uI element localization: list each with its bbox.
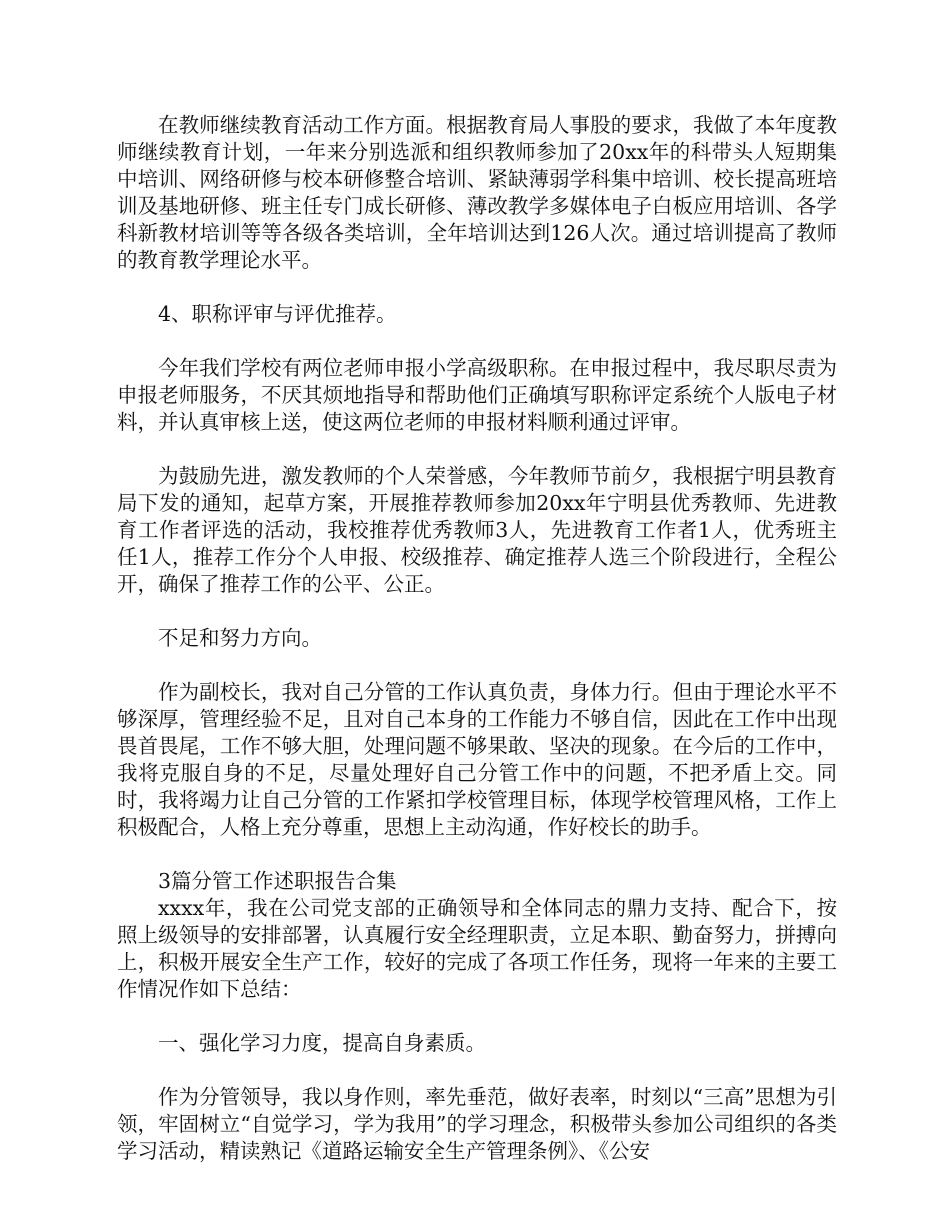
heading-report-collection: 3篇分管工作述职报告合集 [158, 869, 397, 893]
paragraph-annual-summary: xxxx年，我在公司党支部的正确领导和全体同志的鼎力支持、配合下，按照上级领导的安排部署，认真履行安全经理职责，立足本职、勤奋努力，拼搏向上，积极开展安全生产工作，较好的完成了各项工作任务，现将一年来的主要工作情况作如下总结： [117, 896, 837, 1001]
heading-shortcomings: 不足和努力方向。 [158, 626, 322, 650]
paragraph-lead-by-example: 作为分管领导，我以身作则，率先垂范，做好表率，时刻以“三高”思想为引领，牢固树立“自觉学习，学为我用”的学习理念，积极带头参加公司组织的各类学习活动，精读熟记《道路运输安全生产管理条例》、《公安 [117, 1085, 837, 1163]
heading-title-evaluation: 4、职称评审与评优推荐。 [158, 302, 397, 326]
paragraph-senior-title: 今年我们学校有两位老师申报小学高级职称。在申报过程中，我尽职尽责为申报老师服务，不厌其烦地指导和帮助他们正确填写职称评定系统个人版电子材料，并认真审核上送，使这两位老师的申报材料顺利通过评审。 [117, 356, 837, 434]
heading-strengthen-learning: 一、强化学习力度，提高自身素质。 [158, 1031, 486, 1055]
paragraph-excellence-recommendation: 为鼓励先进，激发教师的个人荣誉感，今年教师节前夕，我根据宁明县教育局下发的通知，起草方案，开展推荐教师参加20xx年宁明县优秀教师、先进教育工作者评选的活动，我校推荐优秀教师3人，先进教育工作者1人，优秀班主任1人，推荐工作分个人申报、校级推荐、确定推荐人选三个阶段进行，全程公开，确保了推荐工作的公平、公正。 [117, 464, 837, 596]
paragraph-vice-principal: 作为副校长，我对自己分管的工作认真负责，身体力行。但由于理论水平不够深厚，管理经验不足，且对自己本身的工作能力不够自信，因此在工作中出现畏首畏尾，工作不够大胆，处理问题不够果敢、坚决的现象。在今后的工作中，我将克服自身的不足，尽量处理好自己分管工作中的问题，不把矛盾上交。同时，我将竭力让自己分管的工作紧扣学校管理目标，体现学校管理风格，工作上积极配合，人格上充分尊重，思想上主动沟通，作好校长的助手。 [117, 680, 837, 839]
paragraph-teacher-training: 在教师继续教育活动工作方面。根据教育局人事股的要求，我做了本年度教师继续教育计划，一年来分别选派和组织教师参加了20xx年的科带头人短期集中培训、网络研修与校本研修整合培训、紧缺薄弱学科集中培训、校长提高班培训及基地研修、班主任专门成长研修、薄改教学多媒体电子白板应用培训、各学科新教材培训等等各级各类培训，全年培训达到126人次。通过培训提高了教师的教育教学理论水平。 [117, 113, 837, 272]
document-body [117, 112, 837, 1192]
